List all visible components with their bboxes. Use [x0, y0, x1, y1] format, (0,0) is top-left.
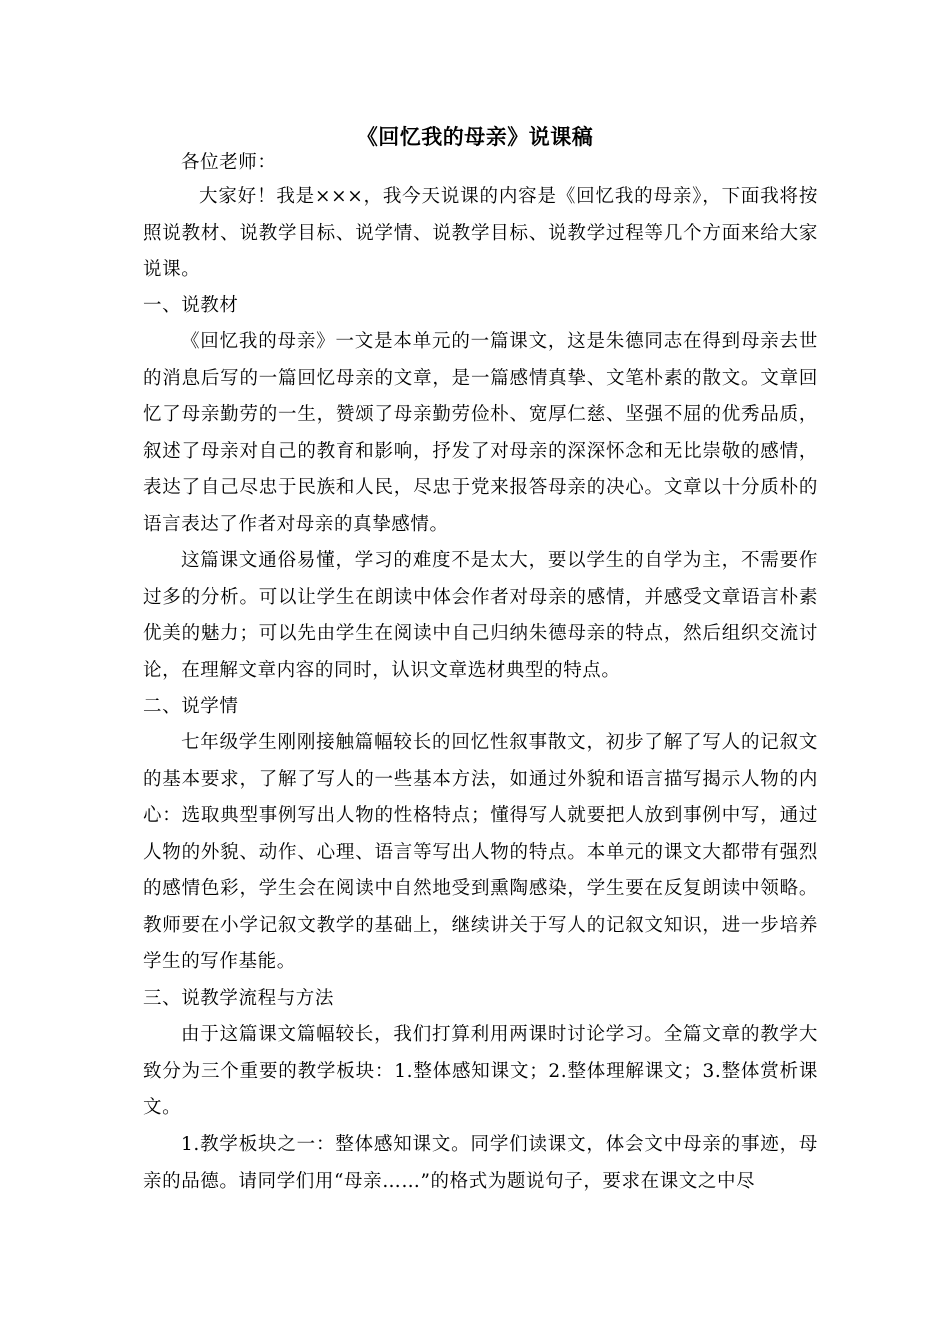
- process-paragraph-1: 由于这篇课文篇幅较长，我们打算利用两课时讨论学习。全篇文章的教学大致分为三个重要的教学板块：1.整体感知课文；2.整体理解课文；3.整体赏析课文。: [143, 1024, 818, 1118]
- students-paragraph-1: 七年级学生刚刚接触篇幅较长的回忆性叙事散文，初步了解了写人的记叙文的基本要求，了解了写人的一些基本方法，如通过外貌和语言描写揭示人物的内心：选取典型事例写出人物的性格特点；懂得写人就要把人放到事例中写，通过人物的外貌、动作、心理、语言等写出人物的特点。本单元的课文大都带有强烈的感情色彩，学生会在阅读中自然地受到熏陶感染，学生要在反复朗读中领略。教师要在小学记叙文教学的基础上，继续讲关于写人的记叙文知识，进一步培养学生的写作基能。: [143, 732, 818, 972]
- section-heading-students: 二、说学情: [143, 696, 239, 717]
- textbook-paragraph-1: 《回忆我的母亲》一文是本单元的一篇课文，这是朱德同志在得到母亲去世的消息后写的一篇回忆母亲的文章，是一篇感情真挚、文笔朴素的散文。文章回忆了母亲勤劳的一生，赞颂了母亲勤劳俭朴、宽厚仁慈、坚强不屈的优秀品质，叙述了母亲对自己的教育和影响，抒发了对母亲的深深怀念和无比崇敬的感情，表达了自己尽忠于民族和人民，尽忠于党来报答母亲的决心。文章以十分质朴的语言表达了作者对母亲的真挚感情。: [143, 331, 818, 535]
- section-heading-process: 三、说教学流程与方法: [143, 988, 335, 1009]
- process-paragraph-2: 1.教学板块之一：整体感知课文。同学们读课文，体会文中母亲的事迹，母亲的品德。请同学们用“母亲……”的格式为题说句子，要求在课文之中尽: [143, 1134, 818, 1192]
- section-heading-textbook: 一、说教材: [143, 295, 239, 316]
- document-title: 《回忆我的母亲》说课稿: [356, 124, 594, 149]
- intro-paragraph: 大家好！我是×××，我今天说课的内容是《回忆我的母亲》，下面我将按照说教材、说教学目标、说学情、说教学目标、说教学过程等几个方面来给大家说课。: [143, 186, 818, 280]
- textbook-paragraph-2: 这篇课文通俗易懂，学习的难度不是太大，要以学生的自学为主，不需要作过多的分析。可以让学生在朗读中体会作者对母亲的感情，并感受文章语言朴素优美的魅力；可以先由学生在阅读中自己归纳朱德母亲的特点，然后组织交流讨论，在理解文章内容的同时，认识文章选材典型的特点。: [143, 550, 818, 681]
- salutation: 各位老师：: [181, 152, 277, 173]
